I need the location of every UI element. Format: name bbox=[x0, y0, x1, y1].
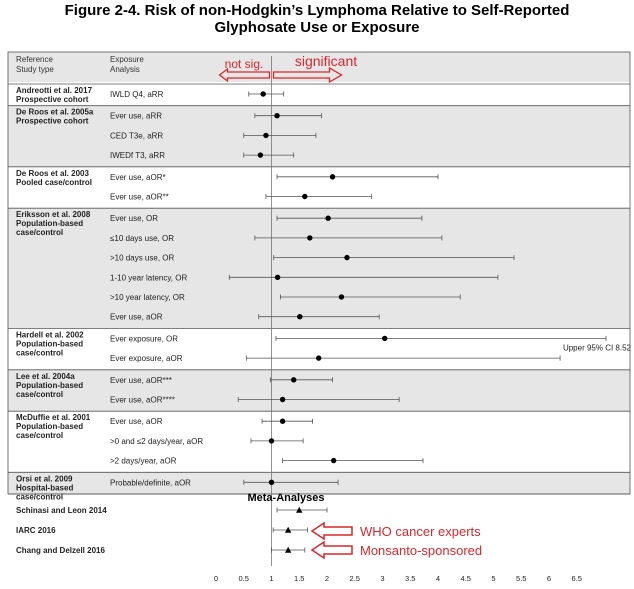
x-tick-label: 3.5 bbox=[405, 574, 416, 583]
figure-title-line2: Glyphosate Use or Exposure bbox=[214, 19, 420, 36]
analysis-label: Ever use, aOR bbox=[110, 312, 163, 322]
point-estimate bbox=[263, 133, 268, 138]
header-analysis: Analysis bbox=[110, 65, 140, 74]
monsanto-arrow-icon bbox=[312, 542, 352, 558]
point-estimate bbox=[274, 113, 279, 118]
meta-label: IARC 2016 bbox=[16, 526, 56, 535]
study-bands bbox=[8, 52, 630, 494]
upper-ci-note: Upper 95% CI 8.52 bbox=[562, 343, 631, 353]
study-type: Hospital-based bbox=[16, 483, 74, 493]
study-type-cont: case/control bbox=[16, 492, 64, 502]
study-band bbox=[8, 370, 630, 411]
meta-label: Chang and Delzell 2016 bbox=[16, 546, 105, 555]
study-type: Population-based bbox=[16, 380, 84, 390]
study-name: Andreotti et al. 2017 bbox=[16, 86, 93, 95]
analysis-label: Ever exposure, aOR bbox=[110, 354, 183, 364]
x-tick-label: 2 bbox=[324, 574, 330, 583]
point-estimate bbox=[344, 255, 349, 260]
study-band bbox=[8, 208, 630, 328]
point-estimate bbox=[258, 152, 263, 157]
header-study-type: Study type bbox=[16, 65, 54, 74]
point-estimate bbox=[280, 419, 285, 424]
analysis-label: Ever use, aOR* bbox=[110, 172, 166, 182]
x-tick-label: 4.5 bbox=[460, 574, 471, 583]
point-estimate bbox=[325, 216, 330, 221]
analysis-label: Ever use, aRR bbox=[110, 111, 163, 121]
who-label: WHO cancer experts bbox=[360, 524, 481, 539]
figure-title-line1: Figure 2-4. Risk of non-Hodgkin’s Lymphoma Relative to Self-Reported bbox=[64, 2, 570, 19]
monsanto-label: Monsanto-sponsored bbox=[360, 543, 483, 558]
point-estimate bbox=[269, 438, 274, 443]
point-estimate bbox=[339, 294, 344, 299]
study-band bbox=[8, 472, 630, 494]
analysis-label: >2 days/year, aOR bbox=[110, 456, 177, 466]
analysis-label: IWEDf T3, aRR bbox=[110, 151, 165, 161]
study-name: Orsi et al. 2009 bbox=[16, 474, 73, 484]
study-name: Eriksson et al. 2008 bbox=[16, 210, 91, 220]
analysis-label: Ever use, aOR bbox=[110, 417, 163, 427]
study-type: Population-based bbox=[16, 339, 84, 349]
study-type: Population-based bbox=[16, 422, 84, 432]
x-tick-label: 0.5 bbox=[238, 574, 249, 583]
analysis-label: Ever use, aOR** bbox=[110, 192, 169, 202]
x-tick-label: 6 bbox=[546, 574, 552, 583]
point-estimate bbox=[269, 480, 274, 485]
analysis-label: >10 year latency, OR bbox=[110, 293, 185, 302]
analysis-label: Probable/definite, aOR bbox=[110, 478, 191, 488]
point-estimate bbox=[297, 314, 302, 319]
analysis-label: CED T3e, aRR bbox=[110, 131, 164, 141]
study-name: De Roos et al. 2003 bbox=[16, 168, 89, 178]
meta-analyses-section bbox=[16, 492, 327, 555]
x-tick-label: 0 bbox=[213, 574, 219, 583]
significant-label: significant bbox=[294, 53, 358, 69]
not-sig-label: not sig. bbox=[224, 57, 264, 71]
meta-label: Schinasi and Leon 2014 bbox=[16, 506, 107, 515]
study-type: Pooled case/control bbox=[16, 177, 93, 187]
analysis-label: 1-10 year latency, OR bbox=[110, 273, 188, 283]
point-estimate bbox=[307, 235, 312, 240]
point-estimate bbox=[260, 91, 265, 96]
x-axis bbox=[214, 574, 582, 583]
point-estimate bbox=[330, 174, 335, 179]
point-estimate bbox=[331, 458, 336, 463]
header-exposure: Exposure bbox=[110, 55, 144, 64]
point-estimate bbox=[291, 377, 296, 382]
analysis-label: Ever use, aOR**** bbox=[110, 395, 175, 405]
analysis-label: >10 days use, OR bbox=[110, 253, 175, 263]
study-name: McDuffie et al. 2001 bbox=[16, 413, 91, 423]
analysis-label: Ever exposure, OR bbox=[110, 334, 179, 344]
x-tick-label: 3 bbox=[380, 574, 385, 583]
meta-analyses-header: Meta-Analyses bbox=[247, 492, 325, 504]
x-tick-label: 1 bbox=[269, 574, 274, 583]
study-type: Prospective cohort bbox=[16, 95, 89, 104]
point-estimate bbox=[316, 355, 321, 360]
analysis-label: ≤10 days use, OR bbox=[110, 233, 174, 243]
analysis-label: IWLD Q4, aRR bbox=[110, 90, 164, 99]
x-tick-label: 5 bbox=[491, 574, 496, 583]
study-band bbox=[8, 106, 630, 167]
point-estimate bbox=[275, 275, 280, 280]
study-name: De Roos et al. 2005a bbox=[16, 107, 94, 117]
study-type-cont: case/control bbox=[16, 389, 64, 399]
study-type: Prospective cohort bbox=[16, 116, 89, 126]
header-reference: Reference bbox=[16, 55, 53, 64]
x-tick-label: 2.5 bbox=[349, 574, 360, 583]
point-estimate bbox=[302, 194, 307, 199]
study-name: Hardell et al. 2002 bbox=[16, 330, 84, 340]
x-tick-label: 6.5 bbox=[571, 574, 582, 583]
x-tick-label: 4 bbox=[435, 574, 441, 583]
study-type-cont: case/control bbox=[16, 348, 64, 358]
x-tick-label: 1.5 bbox=[294, 574, 305, 583]
analysis-label: Ever use, aOR*** bbox=[110, 375, 172, 385]
study-type-cont: case/control bbox=[16, 431, 64, 441]
analysis-label: Ever use, OR bbox=[110, 214, 159, 224]
x-tick-label: 5.5 bbox=[516, 574, 527, 583]
study-name: Lee et al. 2004a bbox=[16, 371, 75, 381]
analysis-label: >0 and ≤2 days/year, aOR bbox=[110, 436, 204, 446]
study-type-cont: case/control bbox=[16, 228, 64, 238]
study-type: Population-based bbox=[16, 219, 84, 229]
point-estimate bbox=[280, 397, 285, 402]
point-estimate bbox=[382, 336, 387, 341]
who-arrow-icon bbox=[312, 523, 352, 539]
